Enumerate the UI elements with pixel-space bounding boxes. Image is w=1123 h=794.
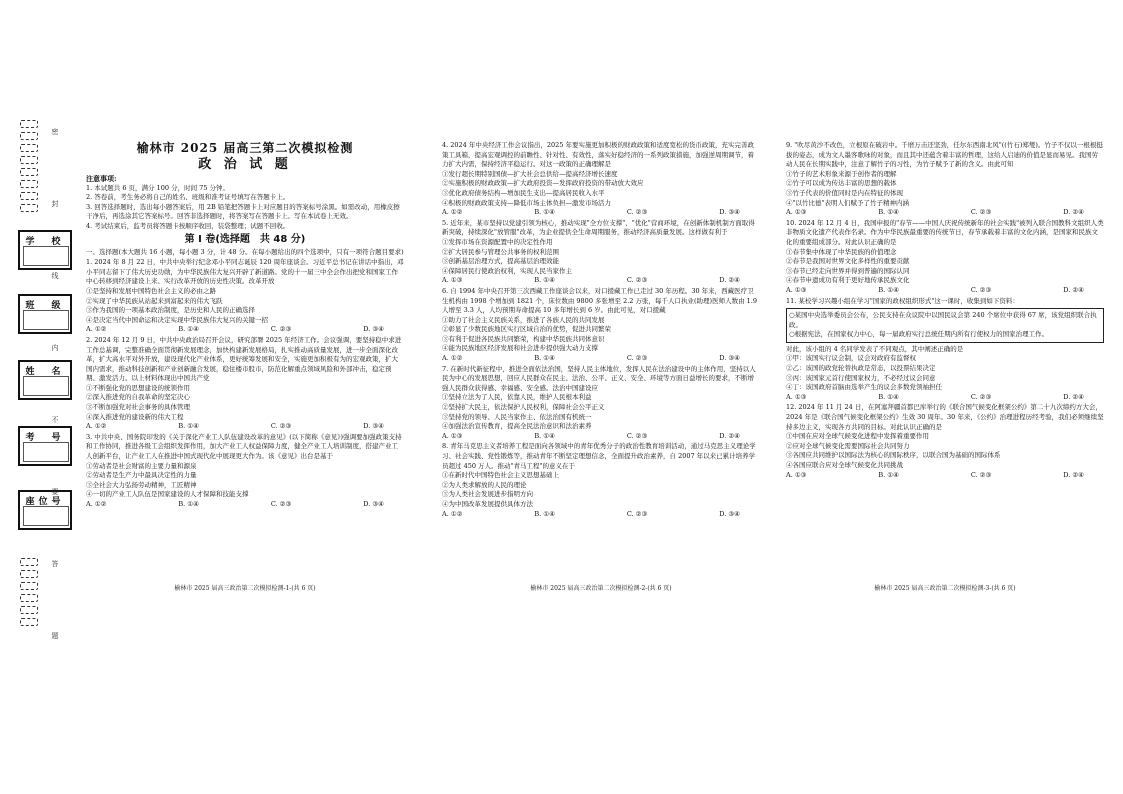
option-b[interactable]: B. ①④ [178,500,199,508]
binding-label: 封 [51,200,59,207]
option-b[interactable]: B. ①④ [178,422,199,431]
option-c[interactable]: C. ②③ [626,431,648,440]
option-a[interactable]: A. ①③ [442,276,463,285]
option-c[interactable]: C. ②③ [626,208,648,217]
option-a[interactable]: A. ①③ [786,470,807,479]
answer-options [786,471,1104,481]
note-item: 1. 本试题共 6 页，满分 100 分，时间 75 分钟。 [86,183,229,192]
answer-options [86,422,404,432]
question-item: ③作为我国的一项基本政治制度，是历史和人民的正确选择 [86,306,255,315]
question-item: ②竹子可以成为传达丰富的思想的载体 [786,179,897,188]
question-item: ④保障居民行使政治权利，实现人民当家作主 [442,266,572,275]
material-box [786,308,1104,343]
page-column-1 [86,140,404,510]
binding-hole [20,120,38,128]
question-item: ②劳动者是生产力中最具决定性的力量 [86,471,197,480]
question-10: 10. 2024 年 12 月 4 日，我国申报的"春节——中国人庆祝传统新年的社会实践"被列入联合国教科文组织人类非物质文化遗产代表作名录。作为中华民族最重要的传统节日，春节承载着丰富的文化内涵，是国家和民族文化的重要组成部分。对此认识正确的是 [786,218,1104,246]
option-c[interactable]: C. ②③ [626,509,648,518]
option-d[interactable]: D. ②④ [1063,285,1084,294]
question-9: 9. "吹尽黄沙不改色，立根原在破岩中。千磨万击还坚劲，任尔东西南北风"((竹石)郑燮)。竹子不仅以一根根挺拔的姿态，成为文人墨客歌咏的对象，而且其中还蕴含着丰富的哲理，这给人启迪的价值是显而易见。我国劳动人民在长期实践中，注意了解竹子的习性，为竹子赋予了新的含义。由此可知 [786,141,1103,169]
question-item: ②坚持扩大民主，依法保护人民权利，保障社会公平正义 [442,403,605,412]
answer-options [442,510,760,520]
question-7: 7. 在新时代新征程中，推进全面依法治国，坚持人民主体地位，发挥人民在法治建设中的主体作用，坚持以人民为中心的发展思想，回应人民群众在民主、法治、公平、正义、安全、环境等方面日益增长的要求，不断增强人民群众获得感、幸福感、安全感。法治中国建设应 [442,364,756,392]
question-item: ②彰显了少数民族地区实行区域自治的优势，促进共同繁荣 [442,325,611,334]
question-item: ②扩大居民参与管理公共事务的权利范围 [442,247,559,256]
binding-hole [20,594,38,602]
option-d[interactable]: D. ③④ [719,208,740,217]
question-8: 8. 青年马克思主义者培养工程是面向各领域中的青年优秀分子的政治性教育培训活动，通过马克思主义理论学习、社会实践、党性锻炼等，推动青年不断坚定理想信念，全面提升政治素养，自 2007 年以来已累计培养学员超过 450 万人。推动"青马工程"的意义在于 [442,442,756,470]
option-c[interactable]: C. ②③ [970,208,992,217]
section-intro: 一、选择题(本大题共 16 小题，每小题 3 分，计 48 分。在每小题给出的四个选项中，只有一项符合题目要求) [86,247,404,256]
binding-hole [20,570,38,578]
question-item: ①劳动者是社会财富的主要力量和源泉 [86,461,197,470]
question-item: ③坚持党的领导、人民当家作主、依法治国有机统一 [442,412,592,421]
page-footer: 榆林市 2025 届高三政治第二次模拟检测-2-(共 6 页) [530,585,672,592]
question-item: ①助力了社会主义民族关系，推进了各族人民的共同发展 [442,315,605,324]
note-item: 4. 考试结束后，监考员将答题卡按顺序收回，装袋整理；试题不回收。 [86,221,290,230]
binding-label: 线 [51,272,59,279]
option-d[interactable]: D. ③④ [363,500,384,508]
binding-hole [20,606,38,614]
option-c[interactable]: C. ②③ [270,422,292,431]
option-a[interactable]: A. ①③ [786,208,807,217]
question-item: ④能为民族地区经济发展和社会进步提供强大动力支撑 [442,344,598,353]
option-d[interactable]: D. ②④ [1063,392,1084,401]
question-item: ②实现了中华民族从站起来到富起来的伟大飞跃 [86,296,223,305]
option-a[interactable]: A. ①② [86,422,107,431]
question-item: ④各国应联合应对全球气候变化共同挑战 [786,461,903,469]
option-a[interactable]: A. ①② [86,500,107,508]
binding-hole [20,558,38,566]
question-prompt: 对此，该小组的 4 名同学发表了不同观点，其中阐述正确的是 [786,344,964,353]
option-b[interactable]: B. ①④ [534,509,555,518]
question-item: ①发挥市场在资源配置中的决定性作用 [442,237,553,246]
answer-options [786,208,1104,218]
question-item: ③为人类社会发展进步指明方向 [442,490,533,499]
question-11: 11. 某校学习兴趣小组在学习"国家的政权组织形式"这一课时，收集到如下资料： [786,296,1019,305]
binding-hole [20,156,38,164]
question-item: ②深入推进党的自我革命的坚定决心 [86,393,190,402]
binding-label: 内 [51,344,59,351]
option-c[interactable]: C. ②③ [970,392,992,401]
option-d[interactable]: D. ②④ [1063,208,1084,217]
question-item: ①不断强化党的思想建设的统领作用 [86,383,190,392]
question-item: ③竹子代表的价值同时是内在特征的体现 [786,188,903,197]
question-item: ④春节申遗成功有利于更好地传承民族文化 [786,276,910,285]
question-12: 12. 2024 年 11 月 24 日，在阿塞拜疆首都巴库举行的《联合国气候变化框架公约》第二十九次缔约方大会，2024 年是《联合国气候变化框架公约》生效 30 周年。30 年来，《公约》治理进程历经考验，我们必须继续坚持多边主义，实现各方共同的目标。对此认识正确的是 [786,403,1104,431]
page-footer: 榆林市 2025 届高三政治第二次模拟检测-3-(共 6 页) [874,585,1016,592]
question-item: ③不断加强党对社会事务的具体管理 [86,403,190,412]
option-a[interactable]: A. ①② [442,354,463,363]
page-column-2 [442,140,760,519]
question-2: 2. 2024 年 12 月 9 日，中共中央政治局召开会议，研究部署 2025 年经济工作。会议强调，要坚持稳中求进工作总基调，完整准确全面贯彻新发展理念，加快构建新发展格局，扎实推动高质量发展，进一步全面深化改革，扩大高水平对外开放，建设现代化产业体系，更好统筹发展和安全，实施更加积极有为的宏观政策，扩大国内需求，推动科技创新和产业创新融合发展，稳住楼市股市，防范化解重点领域风险和外部冲击，稳定预期、激发活力。以上材料体现出中国共产党 [86,335,402,383]
question-item: ①在新时代中国特色社会主义思想基础上 [442,471,559,480]
binding-hole [20,618,38,626]
question-item: ①是坚持和发展中国特色社会主义的必由之路 [86,286,216,295]
question-4: 4. 2024 年中央经济工作会议指出，2025 年要实施更加积极的财政政策和适度宽松的货币政策，充实完善政策工具箱，提高宏观调控的前瞻性、针对性、有效性，落实好稳经济的一系列政策措施，加强逆周期调节，着力扩大内需，保持经济平稳运行。对这一政策的正确理解是 [442,141,754,169]
option-c[interactable]: C. ②③ [626,354,648,363]
name-field[interactable]: 姓 名 [18,360,72,400]
notes-heading: 注意事项: [86,174,117,183]
option-d[interactable]: D. ③④ [363,325,384,334]
exam-subject: 政 治 试 题 [198,157,292,172]
question-item: ④深入推进党的建设新的伟大工程 [86,412,184,421]
binding-label: 要 [51,488,59,495]
option-a[interactable]: A. ①② [86,325,107,334]
binding-label: 不 [51,416,59,423]
answer-options [442,208,760,218]
question-item: ③春节已经走向世界并得到普遍的国际认同 [786,266,910,275]
answer-options [442,432,760,442]
option-d[interactable]: D. ③④ [719,509,740,518]
option-c[interactable]: C. ②③ [970,470,992,479]
option-d[interactable]: D. ③④ [363,422,384,431]
page-column-3 [786,140,1104,480]
option-a[interactable]: A. ①③ [442,431,463,440]
class-field[interactable]: 班 级 [18,294,72,334]
binding-hole [20,180,38,188]
question-item: ①春节集中体现了中华民族的价值理念 [786,247,897,256]
option-b[interactable]: B. ①④ [878,470,899,479]
question-item: ②为人类求解放的人民的理论 [442,480,527,489]
question-item: ②应对全球气候变化需要国际社会共同努力 [786,441,910,450]
binding-hole [20,204,38,212]
option-a[interactable]: A. ①③ [786,392,807,401]
option-b[interactable]: B. ①④ [534,208,555,217]
page-footer: 榆林市 2025 届高三政治第二次模拟检测-1-(共 6 页) [174,585,316,592]
option-b[interactable]: B. ①④ [178,325,199,334]
note-item: 3. 回答选择题时，选出每小题答案后，用 2B 铅笔把答题卡上对应题目的答案标号涂黑。如需改动，用橡皮擦干净后，再选涂其它答案标号。回答非选择题时，将答案写在答题卡上。写在本试卷上无效。 [86,202,400,221]
option-c[interactable]: C. ②③ [626,276,648,285]
question-6: 6. 自 1994 年中央召开第三次西藏工作座谈会以来，对口援藏工作已走过 30 年历程。30 年来，西藏医疗卫生机构由 1998 个增加到 1821 个，床位数由 9800 多张增至 2.2 万张，每千人口执业(助理)医师人数由 1.9 人增至 3.3 人，人均预期寿命提高 10 多年增长到 6 岁。由此可见，对口援藏 [442,286,757,315]
answer-options [442,276,760,286]
answer-options [786,393,1104,403]
option-d[interactable]: D. ②④ [1063,470,1084,479]
option-b[interactable]: B. ①④ [878,285,899,294]
question-item: ②实施积极的财政政策—扩大政府投资—发挥政府投资的带动放大效应 [442,179,644,188]
question-item: ③各国应共同维护以国际法为核心的国际秩序，以联合国为基础的国际体系 [786,451,1001,460]
binding-hole [20,168,38,176]
question-item: ①中国在应对全球气候变化进程中发挥着重要作用 [786,432,929,441]
binding-hole [20,582,38,590]
binding-label: 题 [51,632,59,639]
question-item: ④加强法治宣传教育，提高全民法治意识和法治素养 [442,422,592,431]
question-item: ④"以竹比德"表明人们赋予了竹子精神内涵 [786,198,909,207]
question-item: ④一切的产业工人队伍是国家建设的人才保障和技能支撑 [86,490,249,499]
option-c[interactable]: C. ②③ [270,500,292,508]
option-b[interactable]: B. ①④ [534,354,555,363]
option-a[interactable]: A. ①② [442,509,463,518]
answer-options [442,354,760,364]
question-item: ④为中国改革发展提供具体方法 [442,499,533,508]
question-item: ②春节是我国对世界文化多样性的重要贡献 [786,257,910,266]
exam-number-field[interactable]: 考 号 [18,426,72,466]
option-b[interactable]: B. ①④ [534,276,555,285]
material-item: ○某国中央选举委员会公布，公民支持在众议院中以国民议会第 240 个席位中获得 67 席，该党组织联合执政。 [789,311,1097,329]
question-item: ④丁：该国政府首脑由选举产生的议会多数党领袖担任 [786,383,942,392]
option-c[interactable]: C. ②③ [970,285,992,294]
binding-label: 答 [51,560,59,567]
binding-hole [20,144,38,152]
answer-options [86,500,404,510]
note-item: 2. 答卷前，考生务必将自己的姓名、班级和准考证号填写在答题卡上。 [86,193,290,202]
question-5: 5. 近年来，某市坚持以党建引领为核心，推动实现"全方位支撑"、"优化"营商环境，在创新体制机制方面取得新突破，持续深化"放管服"改革，为企业提供全生命周期服务，推动经济高质量发展。这样做有利于 [442,218,755,237]
school-field[interactable]: 学 校 [18,230,72,270]
binding-strip [4,118,68,708]
option-a[interactable]: A. ①② [442,208,463,217]
question-item: ①甲：该国实行议会制，议会对政府有监督权 [786,354,916,363]
question-item: ③创新基层治理方式，提高基层治理效能 [442,257,559,266]
option-b[interactable]: B. ①④ [534,431,555,440]
option-d[interactable]: D. ②④ [719,431,740,440]
question-item: ②乙：该国的政党轮替执政是常态，以投票结果决定 [786,364,936,373]
option-a[interactable]: A. ①③ [786,285,807,294]
binding-hole [20,132,38,140]
question-item: ③优化政府债务结构—增加民生支出—提高居民收入水平 [442,188,605,197]
question-item: ③有利于促进各民族共同繁荣，构建中华民族共同体意识 [442,334,605,343]
question-item: ①竹子的艺术形象来源于创作者的理解 [786,169,897,178]
question-1: 1. 2024 年 8 月 22 日，中共中央举行纪念邓小平同志诞辰 120 周年座谈会。习近平总书记在讲话中指出，邓小平同志留下了伟大历史功勋，为中华民族伟大复兴开辟了新道路。党的十一届三中全会作出把党和国家工作中心转移到经济建设上来、实行改革开放的历史性决策。改革开放 [86,258,404,286]
question-item: ①坚持立法为了人民，依靠人民，维护人民根本利益 [442,393,592,402]
question-item: ④积极的财政政策支持—降低市场主体负担—激发市场活力 [442,198,611,207]
option-d[interactable]: D. ③④ [719,354,740,363]
section-heading: 第 Ⅰ 卷(选择题 共 48 分) [184,233,306,245]
answer-options [86,325,404,335]
question-item: ③丙：该国家元首行使国家权力，不必经过议会同意 [786,373,936,382]
exam-title: 榆林市 2025 届高三第二次模拟检测 [136,141,354,155]
question-3: 3. 中共中央、国务院印发的《关于深化产业工人队伍建设改革的意见》(以下简称《意见》)强调要加强政策支持和工作协同，推进各级工会组织发挥作用，加大产业工人权益保障力度，健全产业工人培训制度，搭建产业工人创新平台，让产业工人在推进中国式现代化中展现更大作为。该《意见》出台是基于 [86,432,402,461]
material-item: ○根据宪法，在国家权力中心，每一届政府实行总统任期内所有行使权力的国家治理工作。 [789,330,1049,339]
question-item: ④是决定当代中国命运和决定实现中华民族伟大复兴的关键一招 [86,315,268,324]
option-c[interactable]: C. ②③ [270,325,292,334]
option-d[interactable]: D. ②④ [719,276,740,285]
answer-options [786,286,1104,296]
seat-number-field[interactable]: 座位号 [18,490,72,530]
question-item: ①发行超长期特别国债—扩大社会总供给—提高经济增长速度 [442,169,618,178]
binding-hole [20,192,38,200]
binding-label: 密 [51,128,59,135]
option-b[interactable]: B. ①④ [878,392,899,401]
option-b[interactable]: B. ①④ [878,208,899,217]
question-item: ③全社会大力弘扬劳动精神，工匠精神 [86,480,197,489]
